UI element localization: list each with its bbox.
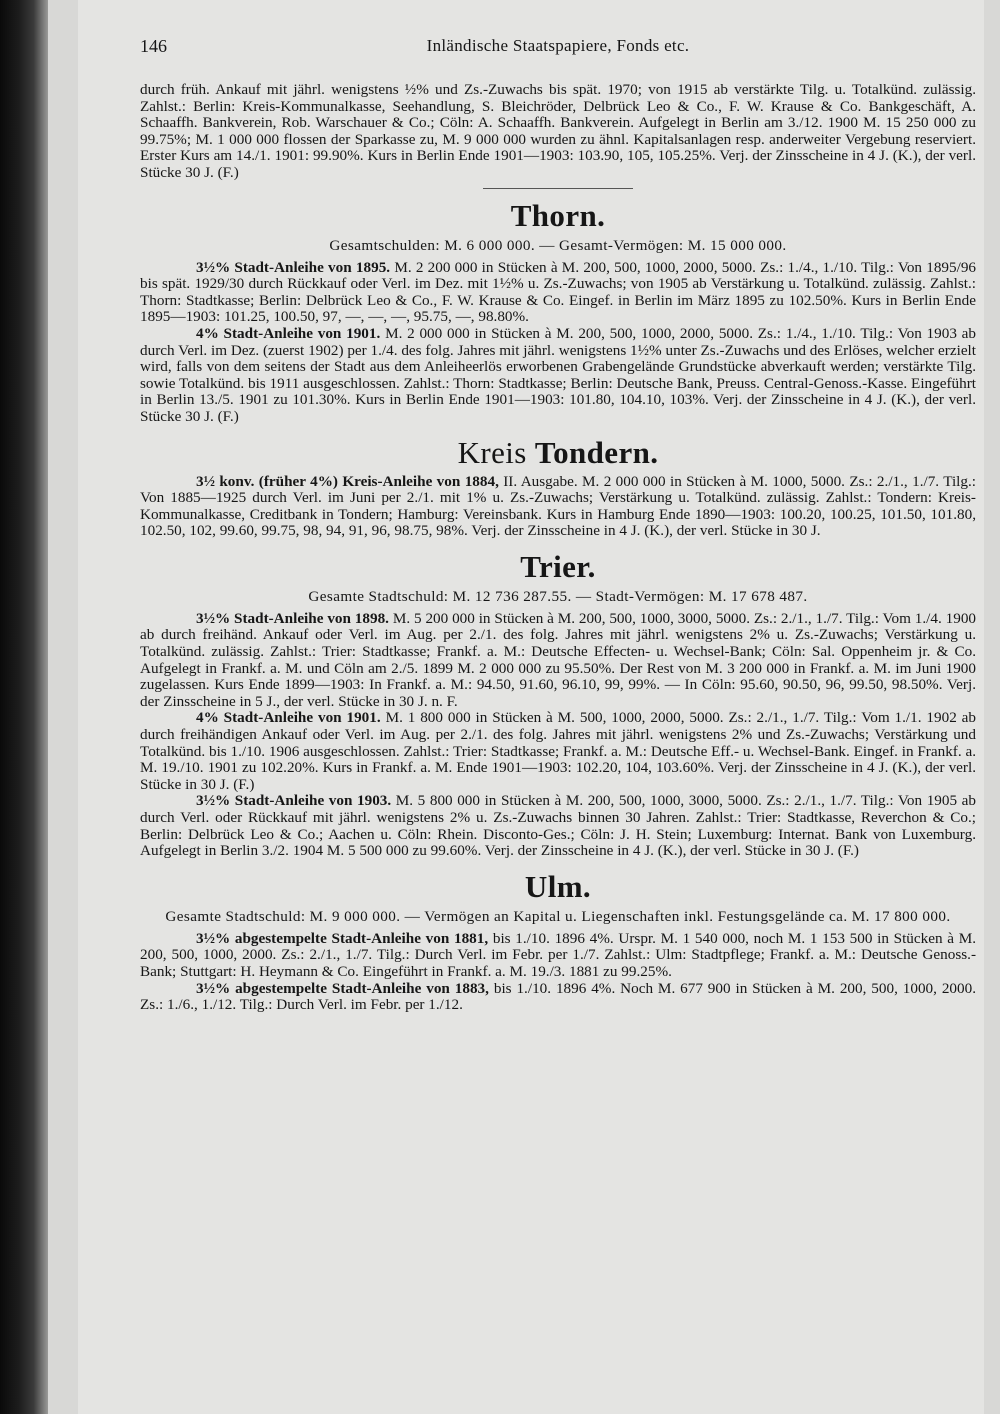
section-summary-thorn: Gesamtschulden: M. 6 000 000. — Gesamt-Vermögen: M. 15 000 000. — [329, 236, 787, 254]
section-divider — [483, 188, 633, 189]
bond-entry — [140, 326, 976, 426]
book-binding-edge — [0, 0, 48, 1414]
bond-text: II. Ausgabe. M. 2 000 000 in Stücken à M. 1000, 5000. Zs.: 2./1., 1./7. Tilg.: Von 1885—1925 durch Verl. im Juni per 2./1. mit 1% u. Zs.-Zuwachs; Verstärkung u. Totalkünd. zulässig. Zahlst.: Tondern: Kreis-Kommunalkasse, Creditbank in Tondern; Hamburg: Vereinsbank. Kurs in Hamburg Ende 1890—1903: 100.20, 100.25, 101.50, 101.80, 102.50, 102, 99.60, 99.75, 98, 94, 91, 96, 98.75, 98%. Verj. der Zinsscheine in 4 J. (K.), der verl. Stücke in 30 J. — [140, 472, 976, 540]
section-title-tondern: Kreis Tondern. — [457, 434, 659, 470]
page-content — [140, 36, 976, 1014]
section-title-trier: Trier. — [520, 548, 596, 584]
bond-heading: 3½ konv. (früher 4%) Kreis-Anleihe von 1884, — [196, 472, 499, 490]
bond-heading: 4% Stadt-Anleihe von 1901. — [196, 709, 381, 727]
page-number: 146 — [140, 36, 167, 56]
bond-entry — [140, 611, 976, 711]
section-summary-ulm: Gesamte Stadtschuld: M. 9 000 000. — Vermögen an Kapital u. Liegenschaften inkl. Festungsgelände ca. M. 17 800 000. — [165, 907, 951, 925]
bond-heading: 3½% abgestempelte Stadt-Anleihe von 1883, — [196, 979, 489, 997]
bond-text: M. 5 200 000 in Stücken à M. 200, 500, 1000, 3000, 5000. Zs.: 2./1., 1./7. Tilg.: Vom 1./4. 1900 ab durch freihänd. Ankauf oder Verl. im Aug. per 2./1. des folg. Jahres mit jährl. wenigstens 2% u. Zs.-Zuwachs; Verstärkung u. Totalkünd. zulässig. Zahlst.: Trier: Stadtkasse; Frankf. a. M.: Deutsche Effecten- u. Wechsel-Bank; Cöln: Sal. Oppenheim jr. & Co. Aufgelegt in Frankf. a. M. und Cöln am 2./5. 1899 M. 2 000 000 zu 95.50%. Der Rest von M. 3 200 000 in Frankf. a. M. im Juni 1900 zugelassen. Kurs Ende 1899—1903: In Frankf. a. M.: 94.50, 91.60, 96.10, 99, 99%. — In Cöln: 95.60, 90.50, 96, 99.50, 98.50%. Verj. der Zinsscheine in 5 J., der verl. Stücke in 30 J. n. F. — [140, 609, 977, 710]
bond-text: bis 1./10. 1896 4%. Urspr. M. 1 540 000, noch M. 1 153 500 in Stücken à M. 200, 500, 1000, 2000. Zs.: 2./1., 1./7. Tilg.: Durch Verl. im Febr. per 1./7. Zahlst.: Ulm: Stadtpflege; Frankf. a. M.: Deutsche Genoss.-Bank; Stuttgart: H. Heymann & Co. Eingeführt in Frankf. a. M. 19./3. 1881 zu 99.25%. — [140, 929, 976, 980]
header-title: Inländische Staatspapiere, Fonds etc. — [426, 36, 690, 55]
bond-entry — [140, 931, 976, 981]
bond-text: M. 2 200 000 in Stücken à M. 200, 500, 1000, 2000, 5000. Zs.: 1./4., 1./10. Tilg.: Von 1895/96 bis spät. 1929/30 durch Rückkauf oder Verl. im Dez. mit 1½% u. Zs.-Zuwachs; von 1905 ab Verstärkung u. Totalkünd. zulässig. Zahlst.: Thorn: Stadtkasse; Berlin: Delbrück Leo & Co., F. W. Krause & Co. Eingef. in Berlin im März 1895 zu 102.50%. Kurs in Berlin Ende 1895—1903: 101.25, 100.50, 97, —, —, —, 95.75, —, 98.80%. — [140, 258, 977, 326]
section-title-ulm: Ulm. — [524, 868, 592, 904]
bond-heading: 4% Stadt-Anleihe von 1901. — [196, 324, 381, 342]
bond-heading: 3½% Stadt-Anleihe von 1898. — [196, 609, 389, 627]
bond-text: M. 2 000 000 in Stücken à M. 200, 500, 1000, 2000, 5000. Zs.: 1./4., 1./10. Tilg.: Von 1903 ab durch Verl. im Dez. (zuerst 1902) per 1./4. des folg. Jahres mit jährl. wenigstens 1½% unter Zs.-Zuwachs und des Erlöses, welcher erzielt wird, falls von dem seitens der Stadt aus dem Anleiheerlös erworbenen Grabengelände Grundstücke abverkauft werden; verstärkte Tilg. sowie Totalkünd. bis 1911 ausgeschlossen. Zahlst.: Thorn: Stadtkasse; Berlin: Deutsche Bank, Preuss. Central-Genoss.-Kasse. Eingeführt in Berlin 13./5. 1901 zu 101.30%. Kurs in Berlin Ende 1901—1903: 101.80, 104.10, 103%. Verj. der Zinsscheine in 4 J. (K.), der verl. Stücke 30 J. (F.) — [140, 324, 977, 425]
bond-entry — [140, 793, 976, 859]
bond-entry — [140, 981, 976, 1014]
bond-heading: 3½% Stadt-Anleihe von 1903. — [196, 792, 392, 810]
section-summary-trier: Gesamte Stadtschuld: M. 12 736 287.55. — Stadt-Vermögen: M. 17 678 487. — [308, 587, 808, 605]
bond-heading: 3½% abgestempelte Stadt-Anleihe von 1881, — [196, 929, 489, 947]
bond-text: M. 1 800 000 in Stücken à M. 500, 1000, 2000, 5000. Zs.: 2./1., 1./7. Tilg.: Vom 1./1. 1902 ab durch freihändigen Ankauf oder Verl. im Aug. per 2./1. des folg. Jahres mit jährl. wenigstens 2% und Zs.-Zuwachs; Verstärkung und Totalkünd. bis 1./10. 1906 ausgeschlossen. Zahlst.: Trier: Stadtkasse; Frankf. a. M.: Deutsche Eff.- u. Wechsel-Bank. Eingef. in Frankf. a. M. 19./10. 1901 zu 102.20%. Kurs in Frankf. a. M. Ende 1901—1903: 102.20, 104, 103.60%. Verj. der Zinsscheine in 4 J. (K.), der verl. Stücke in 30 J. (F.) — [140, 709, 976, 793]
intro-paragraph: durch früh. Ankauf mit jährl. wenigstens ½% und Zs.-Zuwachs bis spät. 1970; von 1915 ab verstärkte Tilg. u. Totalkünd. zulässig. Zahlst.: Berlin: Kreis-Kommunalkasse, Seehandlung, S. Bleichröder, Delbrück Leo & Co., F. W. Krause & Co. Bankgeschäft, A. Schaaffh. Bankverein, Rob. Warschauer & Co.; Cöln: A. Schaaffh. Bankverein. Aufgelegt in Berlin am 3./12. 1900 M. 15 250 000 zu 99.75%; M. 1 000 000 flossen der Sparkasse zu, M. 9 000 000 wurden zu ähnl. Kapitalsanlagen resp. anderweiter Vergebung reserviert. Erster Kurs am 14./1. 1901: 99.90%. Kurs in Berlin Ende 1901—1903: 103.90, 105, 105.25%. Verj. der Zinsscheine in 4 J. (K.), der verl. Stücke 30 J. (F.) — [140, 81, 976, 181]
bond-entry — [140, 474, 976, 540]
running-head — [140, 36, 976, 72]
bond-entry — [140, 710, 976, 793]
bond-heading: 3½% Stadt-Anleihe von 1895. — [196, 258, 391, 276]
section-title-thorn: Thorn. — [510, 197, 606, 233]
bond-entry — [140, 260, 976, 326]
book-page — [78, 0, 984, 1414]
bond-text: bis 1./10. 1896 4%. Noch M. 677 900 in Stücken à M. 200, 500, 1000, 2000. Zs.: 1./6., 1./12. Tilg.: Durch Verl. im Febr. per 1./12. — [140, 979, 977, 1014]
bond-text: M. 5 800 000 in Stücken à M. 200, 500, 1000, 3000, 5000. Zs.: 2./1., 1./7. Tilg.: Von 1905 ab durch Verl. oder Rückkauf mit jährl. wenigstens 2% u. Zs.-Zuwachs binnen 30 Jahren. Zahlst.: Trier: Stadtkasse, Reverchon & Co.; Berlin: Delbrück Leo & Co.; Aachen u. Cöln: Rhein. Disconto-Ges.; Cöln: J. H. Stein; Luxemburg: Internat. Bank von Luxemburg. Aufgelegt in Berlin 3./2. 1904 M. 5 500 000 zu 99.60%. Verj. der Zinsscheine in 4 J. (K.), der verl. Stücke in 30 J. (F.) — [140, 792, 976, 860]
